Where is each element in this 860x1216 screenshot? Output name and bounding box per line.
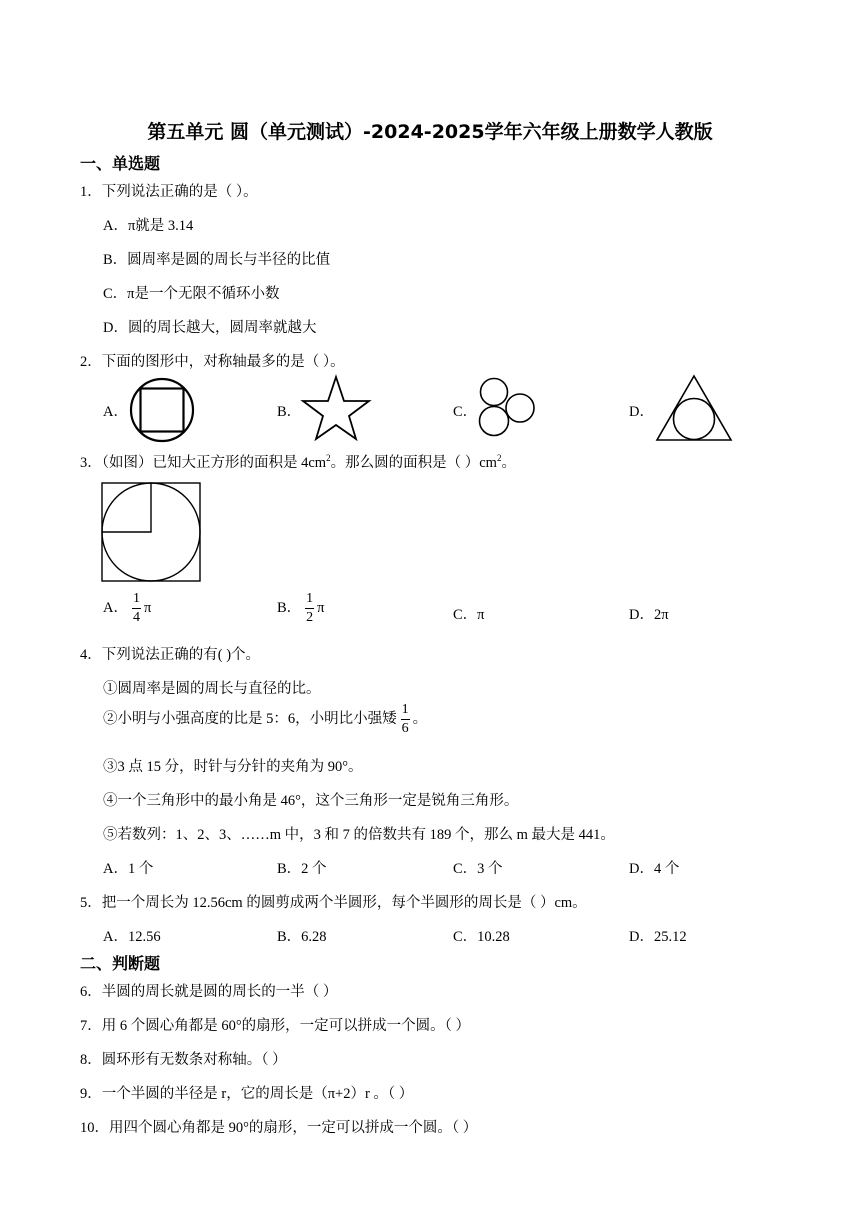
- question-5-option-a: A．12.56: [103, 929, 161, 945]
- question-4-statement-4: ④一个三角形中的最小角是 46°，这个三角形一定是锐角三角形。: [103, 793, 519, 809]
- question-4-statement-1: ①圆周率是圆的周长与直径的比。: [103, 681, 321, 697]
- question-4-statement-3: ③3 点 15 分，时针与分针的夹角为 90°。: [103, 759, 363, 775]
- question-2-option-d: D．: [629, 404, 654, 420]
- question-2-option-a: A．: [103, 404, 128, 420]
- question-3-option-c: C．π: [453, 607, 485, 623]
- question-5-option-c: C．10.28: [453, 929, 510, 945]
- question-5-option-d: D．25.12: [629, 929, 687, 945]
- question-4-option-c: C．3 个: [453, 861, 503, 877]
- page-title: 第五单元 圆（单元测试）-2024-2025学年六年级上册数学人教版: [147, 121, 713, 143]
- question-1-option-a: A．π就是 3.14: [103, 218, 194, 234]
- question-4-option-b: B．2 个: [277, 861, 327, 877]
- triangle-with-inscribed-circle-figure: [655, 374, 733, 442]
- question-4-option-a: A．1 个: [103, 861, 154, 877]
- circle-with-inscribed-square-figure: [129, 377, 195, 443]
- question-1-stem: 1．下列说法正确的是（ ）。: [80, 184, 258, 200]
- square-with-circle-and-quarter-square-figure: [101, 482, 201, 582]
- question-5-stem: 5．把一个周长为 12.56cm 的圆剪成两个半圆形，每个半圆形的周长是（ ）cm。: [80, 895, 587, 911]
- question-3-option-b: B． $\frac{1}{2}$ π: [277, 591, 325, 625]
- question-1-option-c: C．π是一个无限不循环小数: [103, 286, 280, 302]
- section-heading-single-choice: 一、单选题: [80, 154, 161, 173]
- question-2-option-c: C．: [453, 404, 478, 420]
- question-2-stem: 2．下面的图形中，对称轴最多的是（ ）。: [80, 354, 345, 370]
- question-9: 9．一个半圆的半径是 r，它的周长是（π+2）r 。（ ）: [80, 1086, 414, 1102]
- section-heading-true-false: 二、判断题: [80, 954, 161, 973]
- question-3-option-a: A． $\frac{1}{4}$ π: [103, 591, 152, 625]
- three-circles-figure: [476, 377, 538, 439]
- question-10: 10．用四个圆心角都是 90°的扇形，一定可以拼成一个圆。（ ）: [80, 1120, 478, 1136]
- question-4-statement-2: ②小明与小强高度的比是 5：6，小明比小强矮 $\frac{1}{6}$ 。: [103, 702, 428, 736]
- question-2-option-b: B．: [277, 404, 302, 420]
- question-4-option-d: D．4 个: [629, 861, 680, 877]
- question-8: 8．圆环形有无数条对称轴。（ ）: [80, 1052, 287, 1068]
- question-4-stem: 4．下列说法正确的有( )个。: [80, 647, 261, 663]
- question-3-option-d: D．2π: [629, 607, 669, 623]
- question-7: 7．用 6 个圆心角都是 60°的扇形，一定可以拼成一个圆。（ ）: [80, 1018, 471, 1034]
- question-3-stem: 3．（如图）已知大正方形的面积是 $4cm^2$。那么圆的面积是（ ）$cm^2$。: [80, 453, 516, 471]
- five-pointed-star-figure: [301, 375, 371, 441]
- question-5-option-b: B．6.28: [277, 929, 327, 945]
- question-6: 6．半圆的周长就是圆的周长的一半（ ）: [80, 984, 338, 1000]
- question-1-option-b: B．圆周率是圆的周长与半径的比值: [103, 252, 331, 268]
- question-4-statement-5: ⑤若数列：1、2、3、……m 中，3 和 7 的倍数共有 189 个，那么 m 最大是 441。: [103, 827, 615, 843]
- question-1-option-d: D．圆的周长越大，圆周率就越大: [103, 320, 317, 336]
